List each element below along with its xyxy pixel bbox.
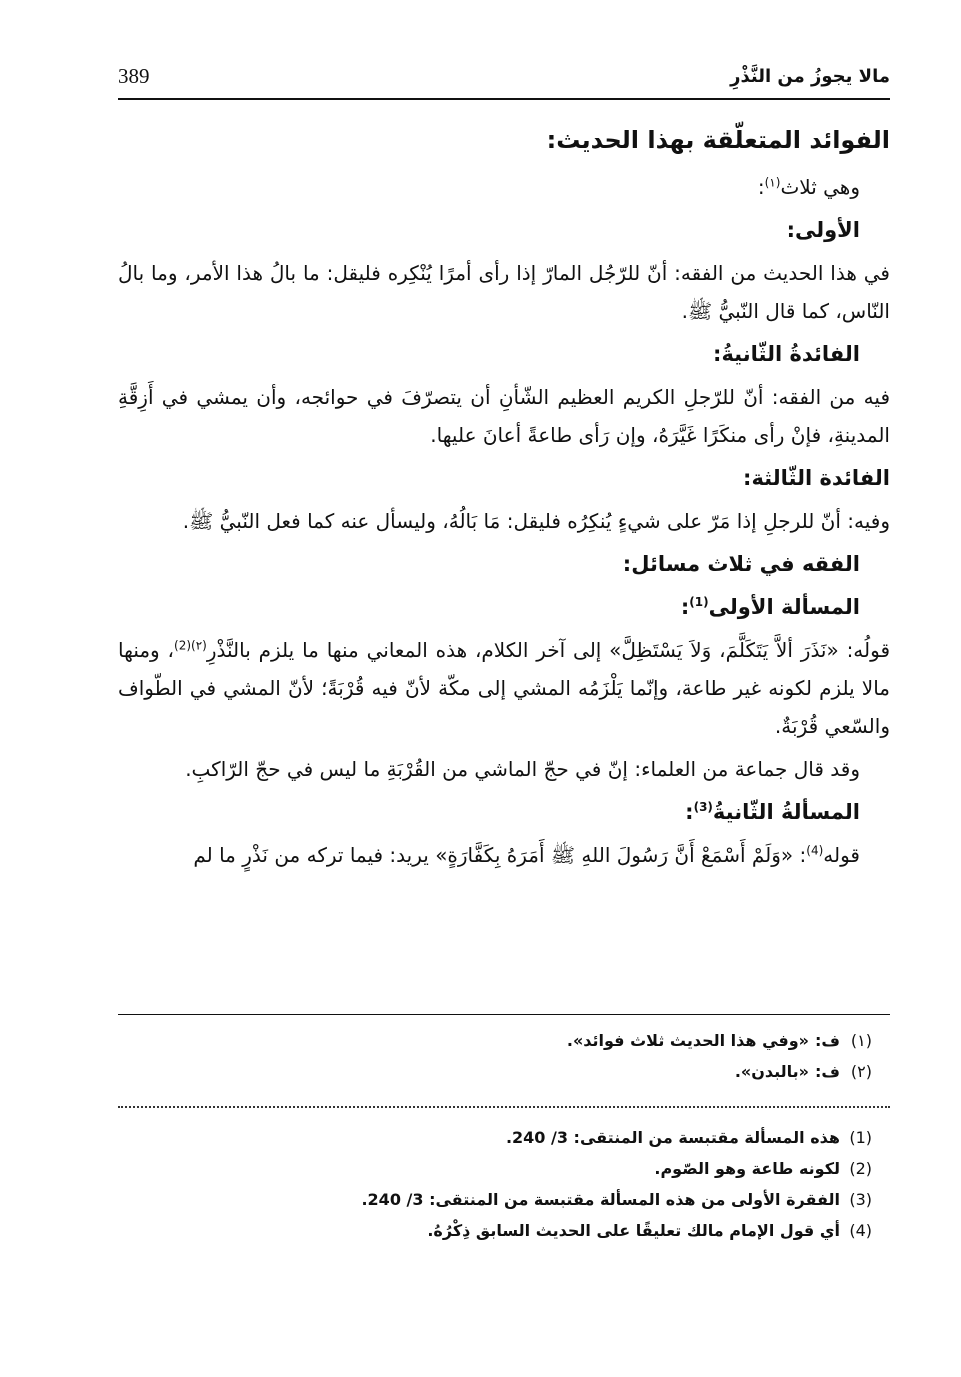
- issue-1-text: المسألة الأولى: [708, 595, 860, 619]
- footnote: [118, 1153, 890, 1184]
- original-footnotes: [118, 1014, 890, 1087]
- issue-2-text: المسألةُ الثّانيةُ: [712, 800, 860, 824]
- footnote-ref: (٢)(2): [174, 638, 207, 653]
- footnote-number: (١): [850, 1031, 872, 1050]
- intro-line: [118, 168, 890, 206]
- page-header: [118, 62, 890, 100]
- issue-1-heading: [118, 588, 890, 626]
- footnote-number: (3): [849, 1190, 872, 1209]
- paragraph-1: في هذا الحديث من الفقه: أنّ للرّجُل المارّ إذا رأى أمرًا يُنْكِره فليقل: ما بالُ هذا الأمر، وما بالُ النّاس، كما قال النّبيُّ ﷺ.: [118, 261, 890, 323]
- paragraph-3: وفيه: أنّ للرجلِ إذا مَرّ على شيءٍ يُنكِرُه فليقل: مَا بَالُهُ، وليسأل عنه كما فعل النّبيُّ ﷺ.: [182, 509, 890, 533]
- footnote-ref: (1): [689, 595, 709, 609]
- first-benefit-heading: الأولى:: [786, 218, 860, 242]
- footnote-text: «بالبدن».: [734, 1062, 810, 1081]
- footnote-number: (٢): [850, 1062, 872, 1081]
- paragraph-4-part-b: ، ومنها مالا يلزم لكونه غير طاعة، وإنّما يَلْزَمُه المشي إلى مكّة لأنّ فيه قُرْبَةً؛ لأنّ المشي في الطّواف والسّعي قُرْبَةٌ.: [118, 638, 890, 738]
- running-title: مالا يجوزُ من النَّذْرِ: [730, 66, 890, 87]
- footnote-text: «وفي هذا الحديث ثلاث فوائد».: [566, 1031, 810, 1050]
- second-benefit-heading: الفائدةُ الثّانيةُ:: [713, 342, 860, 366]
- paragraph-6-part-b: : «وَلَمْ أَسْمَعْ أَنَّ رَسُولَ اللهِ ﷺ أَمَرَهُ بِكَفَّارَةٍ» يريد: فيما تركه من نَذْرٍ ما لم: [193, 843, 807, 867]
- footnote: [118, 1215, 890, 1246]
- footnote: [118, 1025, 890, 1056]
- footnote-number: (2): [849, 1159, 872, 1178]
- footnote: [118, 1122, 890, 1153]
- paragraph-2: فيه من الفقه: أنّ للرّجلِ الكريم العظيم الشّأنِ أن يتصرّفَ في حوائجه، وأن يمشي في أَزِقَّةِ المدينةِ، فإنْ رأى منكَرًا غَيَّرَهُ، وإن رَأى طاعةً أعانَ عليها.: [118, 385, 890, 447]
- paragraph-4: [118, 631, 890, 745]
- issue-1-colon: :: [680, 595, 690, 619]
- footnote: [118, 1184, 890, 1215]
- third-benefit-heading: الفائدة الثّالثة:: [743, 466, 890, 490]
- paragraph-5: وقد قال جماعة من العلماء: إنّ في حجّ الماشي من القُرْبَةِ ما ليس في حجّ الرّاكبِ.: [185, 757, 860, 781]
- issue-2-colon: :: [685, 800, 694, 824]
- footnote: [118, 1056, 890, 1087]
- intro-colon: :: [757, 175, 765, 199]
- footnote-ref: (3): [693, 800, 713, 814]
- footnote-text: لكونه طاعة وهو الصّوم.: [654, 1159, 840, 1178]
- intro-text: وهي ثلاث: [780, 175, 860, 199]
- fiqh-heading: الفقه في ثلاث مسائل:: [622, 552, 860, 576]
- footnote-source: ف:: [815, 1062, 840, 1081]
- paragraph-6: [118, 836, 890, 874]
- editor-footnotes: [118, 1106, 890, 1246]
- issue-2-heading: [118, 793, 890, 831]
- paragraph-6-part-a: قوله: [823, 843, 860, 867]
- footnote-ref: (4): [806, 843, 824, 858]
- footnote-number: (1): [849, 1128, 872, 1147]
- footnote-source: ف:: [815, 1031, 840, 1050]
- main-text: [118, 118, 890, 879]
- footnote-text: أي قول الإمام مالك تعليقًا على الحديث السابق ذِكْرُهُ.: [427, 1221, 840, 1240]
- main-heading: الفوائد المتعلّقة بهذا الحديث:: [546, 126, 890, 154]
- footnote-text: هذه المسألة مقتبسة من المنتقى: 3/ 240.: [505, 1128, 840, 1147]
- footnote-text: الفقرة الأولى من هذه المسألة مقتبسة من المنتقى: 3/ 240.: [361, 1190, 840, 1209]
- paragraph-4-part-a: قولُه: «نَذَرَ ألاَّ يَتَكَلَّمَ، وَلاَ يَسْتَظِلَّ» إلى آخر الكلام، هذه المعاني منها ما يلزم بالنَّذْرِ: [206, 638, 891, 662]
- page-number: 389: [118, 64, 150, 88]
- footnote-ref: (١): [764, 175, 781, 190]
- footnote-number: (4): [849, 1221, 872, 1240]
